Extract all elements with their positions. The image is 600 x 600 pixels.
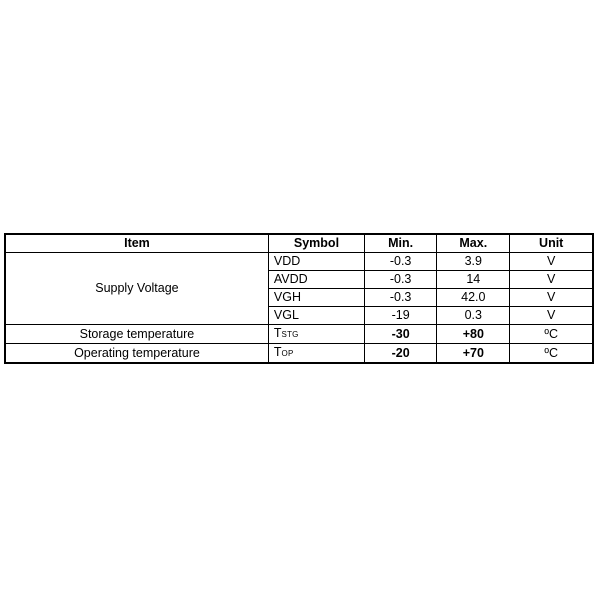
symbol-cell: AVDD [268, 271, 364, 289]
symbol-cell [268, 325, 364, 344]
max-cell: 3.9 [437, 253, 510, 271]
symbol-subscript: STG [281, 330, 299, 339]
min-cell: -0.3 [365, 271, 437, 289]
symbol-cell: VGH [268, 289, 364, 307]
unit-cell: V [510, 307, 593, 325]
table-row-storage-temperature [5, 325, 593, 344]
symbol-main: T [273, 345, 282, 359]
unit-cell: ºC [510, 344, 593, 364]
supply-voltage-label: Supply Voltage [5, 253, 268, 325]
max-cell: 14 [437, 271, 510, 289]
max-cell: +70 [437, 344, 510, 364]
header-min: Min. [365, 234, 437, 253]
min-cell: -0.3 [365, 253, 437, 271]
table-row [5, 253, 593, 271]
header-symbol: Symbol [268, 234, 364, 253]
symbol-cell: VGL [268, 307, 364, 325]
unit-cell: ºC [510, 325, 593, 344]
header-unit: Unit [510, 234, 593, 253]
min-cell: -0.3 [365, 289, 437, 307]
table-row-operating-temperature [5, 344, 593, 364]
min-cell: -30 [365, 325, 437, 344]
symbol-subscript: OP [281, 349, 294, 358]
storage-temperature-label: Storage temperature [5, 325, 268, 344]
unit-cell: V [510, 289, 593, 307]
absolute-maximum-ratings-table [4, 233, 594, 364]
header-max: Max. [437, 234, 510, 253]
max-cell: +80 [437, 325, 510, 344]
unit-cell: V [510, 253, 593, 271]
unit-cell: V [510, 271, 593, 289]
header-row [5, 234, 593, 253]
symbol-cell [268, 344, 364, 364]
max-cell: 42.0 [437, 289, 510, 307]
max-cell: 0.3 [437, 307, 510, 325]
symbol-main: T [273, 326, 282, 340]
min-cell: -20 [365, 344, 437, 364]
symbol-cell: VDD [268, 253, 364, 271]
min-cell: -19 [365, 307, 437, 325]
header-item: Item [5, 234, 268, 253]
operating-temperature-label: Operating temperature [5, 344, 268, 364]
